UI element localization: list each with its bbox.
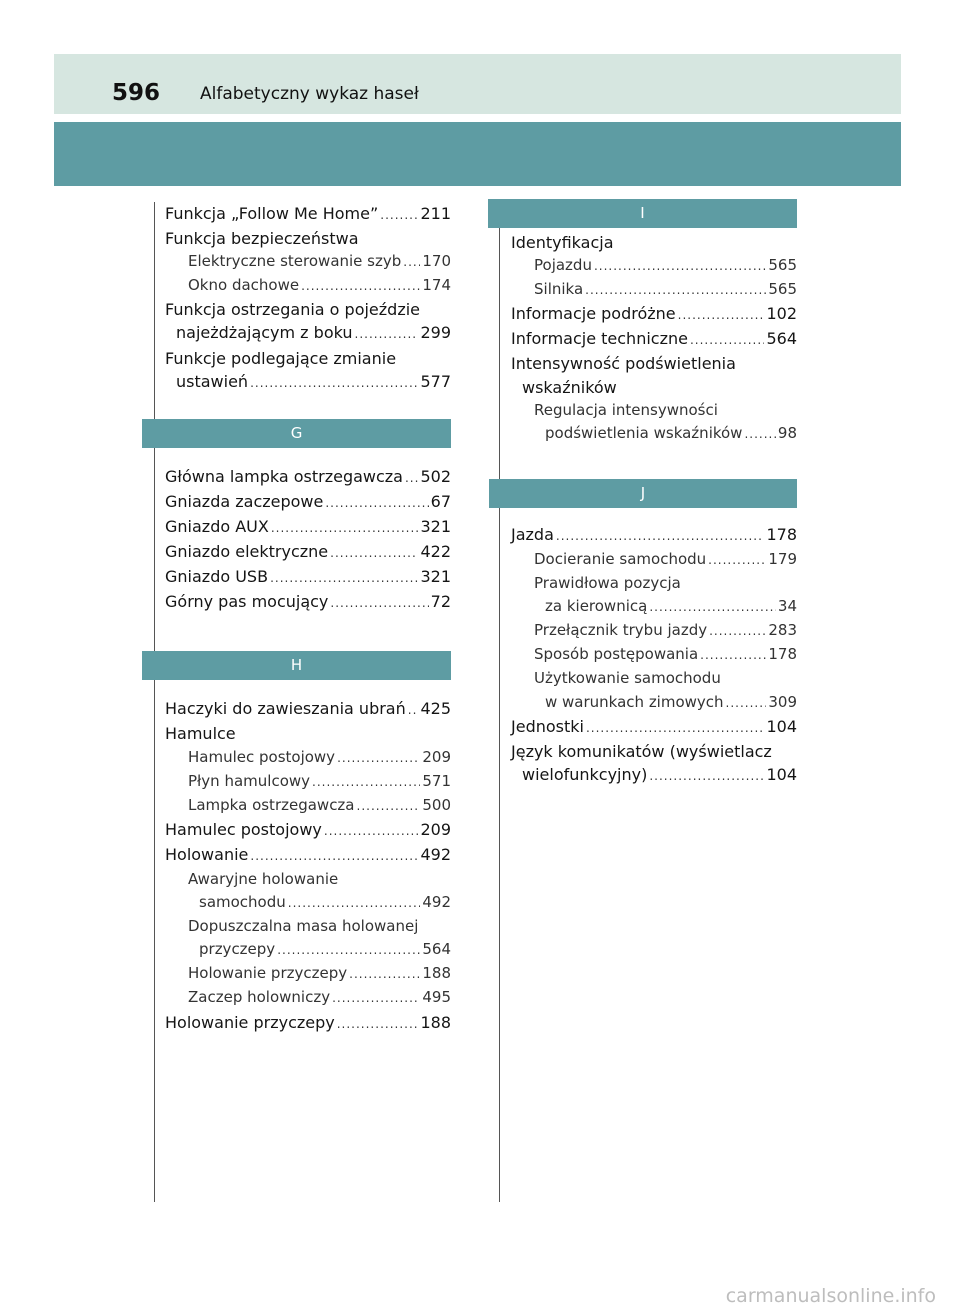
header-bar [54, 54, 901, 114]
index-subentry: Holowanie przyczepy ..... 188 [165, 962, 451, 986]
index-entry: Hamulec postojowy ..... 209 [165, 818, 451, 843]
index-subentry-continued: podświetlenia wskaźników ..... 98 [511, 422, 797, 446]
index-entry: Gniazda zaczepowe ..... 67 [165, 490, 451, 515]
index-subentry: Elektryczne sterowanie szyb ..... 170 [165, 250, 451, 274]
index-entry: Funkcja „Follow Me Home” ..... 211 [165, 202, 451, 227]
index-entry: Język komunikatów (wyświetlacz [511, 741, 772, 761]
index-entry: Gniazdo AUX ..... 321 [165, 515, 451, 540]
watermark: carmanualsonline.info [725, 1285, 936, 1307]
index-entry-continued: wskaźników [522, 377, 617, 397]
index-entry: Główna lampka ostrzegawcza ..... 502 [165, 465, 451, 490]
index-entry: Gniazdo USB ..... 321 [165, 565, 451, 590]
index-entry-continued: ustawień ..... 577 [165, 370, 451, 395]
index-subentry: Okno dachowe ..... 174 [165, 274, 451, 298]
index-subentry: Hamulec postojowy ..... 209 [165, 746, 451, 770]
right-column [511, 231, 797, 788]
index-subentry: Dopuszczalna masa holowanej [188, 917, 419, 936]
right-column-rule [499, 202, 500, 1202]
section-head-h: H [142, 651, 451, 680]
index-subentry: Zaczep holowniczy ..... 495 [165, 986, 451, 1010]
index-entry: Funkcje podlegające zmianie [165, 348, 397, 368]
index-entry: Funkcja bezpieczeństwa [165, 229, 359, 249]
index-entry: Intensywność podświetlenia [511, 354, 736, 374]
index-subentry: Prawidłowa pozycja [534, 574, 681, 593]
index-entry: Holowanie przyczepy ..... 188 [165, 1011, 451, 1036]
index-subentry-continued: przyczepy ..... 564 [165, 938, 451, 962]
index-subentry: Użytkowanie samochodu [534, 669, 721, 688]
index-entry: Jazda ..... 178 [511, 523, 797, 548]
index-entry: Funkcja ostrzegania o pojeździe [165, 300, 421, 320]
section-head-j: J [489, 479, 797, 508]
index-entry: Hamulce [165, 724, 236, 744]
index-entry-continued: wielofunkcyjny) ..... 104 [511, 763, 797, 788]
index-subentry: Docieranie samochodu ..... 179 [511, 548, 797, 572]
index-entry: Informacje techniczne ..... 564 [511, 327, 797, 352]
left-column-rule [154, 202, 155, 1202]
index-entry: Informacje podróżne ..... 102 [511, 302, 797, 327]
index-subentry: Płyn hamulcowy ..... 571 [165, 770, 451, 794]
index-subentry: Regulacja intensywności [534, 400, 718, 419]
index-subentry-continued: w warunkach zimowych ..... 309 [511, 691, 797, 715]
index-entry: Gniazdo elektryczne ..... 422 [165, 540, 451, 565]
index-subentry: Lampka ostrzegawcza ..... 500 [165, 794, 451, 818]
section-head-g: G [142, 419, 451, 448]
index-entry: Identyfikacja [511, 233, 614, 252]
left-column [165, 202, 451, 1036]
index-subentry: Silnika ..... 565 [511, 278, 797, 302]
index-subentry: Awaryjne holowanie [188, 869, 339, 888]
section-head-i: I [488, 199, 797, 228]
index-entry: Jednostki ..... 104 [511, 715, 797, 740]
index-subentry: Pojazdu ..... 565 [511, 254, 797, 278]
page-number: 596 [112, 80, 161, 106]
index-entry: Holowanie ..... 492 [165, 843, 451, 868]
index-subentry: Przełącznik trybu jazdy ..... 283 [511, 619, 797, 643]
page-title: Alfabetyczny wykaz haseł [200, 84, 419, 104]
index-entry: Górny pas mocujący ..... 72 [165, 590, 451, 615]
index-entry: Haczyki do zawieszania ubrań ..... 425 [165, 697, 451, 722]
index-entry-continued: najeżdżającym z boku ..... 299 [165, 321, 451, 346]
index-subentry-continued: samochodu ..... 492 [165, 891, 451, 915]
accent-band [54, 122, 901, 186]
index-subentry-continued: za kierownicą ..... 34 [511, 595, 797, 619]
index-subentry: Sposób postępowania ..... 178 [511, 643, 797, 667]
